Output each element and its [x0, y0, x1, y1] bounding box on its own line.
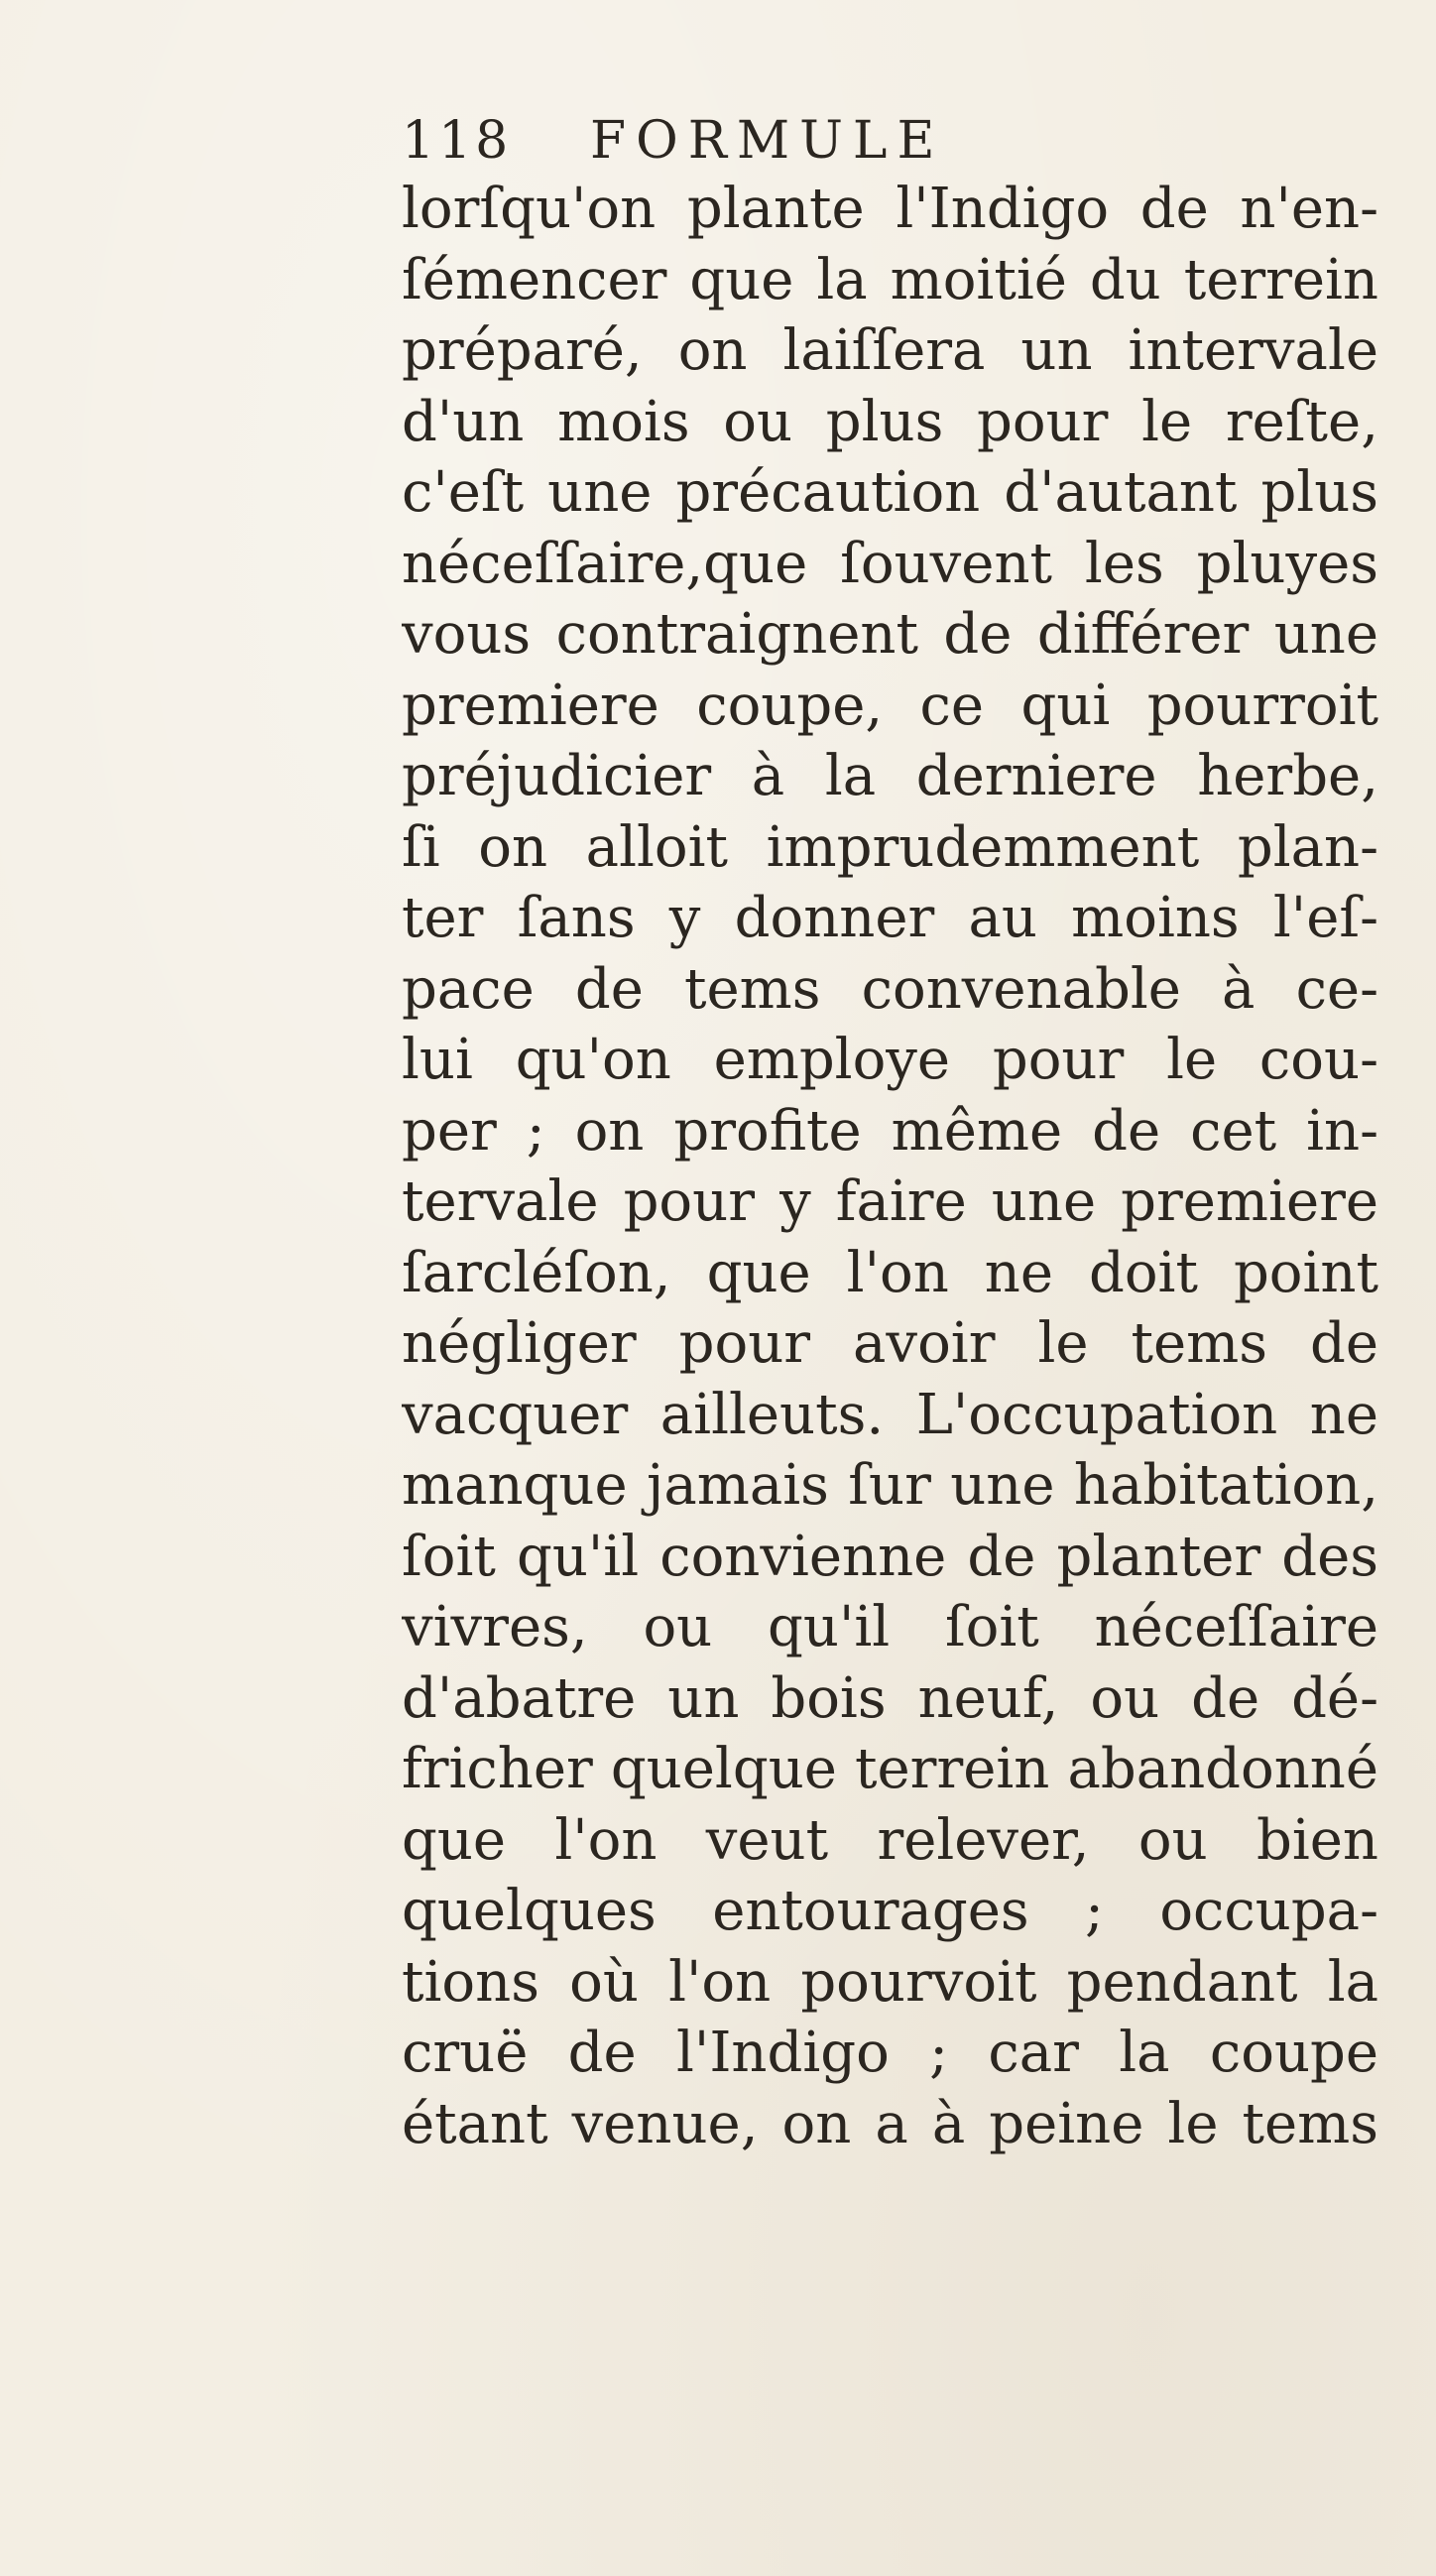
text-line: pace de tems convenable à ce-: [402, 956, 1378, 1022]
text-line: c'eſt une précaution d'autant plus: [402, 460, 1378, 525]
text-line: cruë de l'Indigo ; car la coupe: [402, 2021, 1378, 2085]
text-line: ſémencer que la moitié du terrein: [402, 247, 1378, 312]
text-line: d'abatre un bois neuf, ou de dé-: [402, 1665, 1378, 1731]
text-line: préjudicier à la derniere herbe,: [402, 744, 1378, 808]
text-line: d'un mois ou plus pour le reſte,: [402, 389, 1378, 454]
text-line: lui qu'on employe pour le cou-: [402, 1028, 1378, 1092]
text-line: vous contraignent de différer une: [402, 602, 1378, 667]
text-line: vivres, ou qu'il ſoit néceſſaire: [402, 1595, 1378, 1659]
text-line: négliger pour avoir le tems de: [402, 1311, 1378, 1376]
text-line: lorſqu'on plante l'Indigo de n'en-: [402, 177, 1378, 241]
text-line: que l'on veut relever, ou bien: [402, 1807, 1378, 1873]
text-line: ter ſans y donner au moins l'eſ-: [402, 886, 1378, 950]
text-line: étant venue, on a à peine le tems: [402, 2091, 1378, 2156]
running-title: FORMULE: [590, 111, 945, 171]
text-line: ſi on alloit imprudemment plan-: [402, 814, 1378, 880]
text-line: vacquer ailleuts. L'occupation ne: [402, 1382, 1378, 1447]
text-line: quelques entourages ; occupa-: [402, 1879, 1378, 1943]
text-line: tions où l'on pourvoit pendant la: [402, 1949, 1378, 2015]
text-line: premiere coupe, ce qui pourroit: [402, 673, 1378, 738]
text-line: manque jamais ſur une habitation,: [402, 1453, 1378, 1518]
text-line: per ; on profite même de cet in-: [402, 1098, 1378, 1164]
text-line: préparé, on laiſſera un intervale: [402, 318, 1378, 383]
text-line: ſoit qu'il convienne de planter des: [402, 1524, 1378, 1589]
text-line: tervale pour y faire une premiere: [402, 1169, 1378, 1234]
running-head: [402, 111, 1076, 181]
page-number: 118: [402, 111, 513, 171]
text-line: fricher quelque terrein abandonné: [402, 1737, 1378, 1801]
text-line: ſarcléſon, que l'on ne doit point: [402, 1240, 1378, 1305]
text-line: néceſſaire,que ſouvent les pluyes: [402, 531, 1378, 596]
body-text: [402, 174, 1378, 2159]
